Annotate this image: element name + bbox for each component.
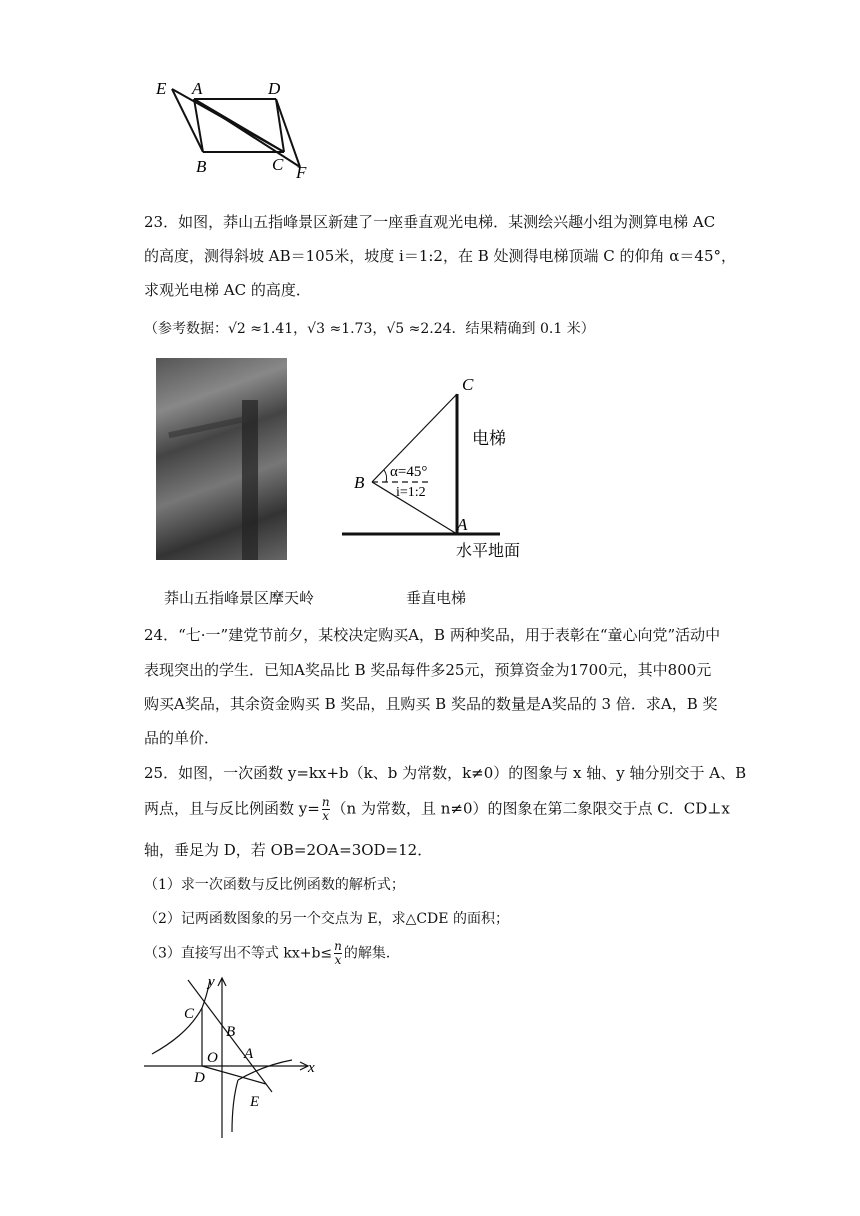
q25-part3-post: 的解集． xyxy=(343,945,400,962)
label-E: E xyxy=(250,1094,260,1110)
q25-line3: 轴，垂足为 D，若 OB=2OA=3OD=12． xyxy=(144,841,433,859)
q25-line2-pre: 两点，且与反比例函数 y= xyxy=(144,799,320,818)
figure-function-graph xyxy=(140,972,330,1142)
q25-line1: 25．如图，一次函数 y=kx+b（k、b 为常数，k≠0）的图象与 x 轴、y 轴分别交于 A、B xyxy=(144,764,747,782)
caption-photo: 莽山五指峰景区摩天岭 xyxy=(164,589,315,607)
label-x: x xyxy=(308,1060,315,1076)
label-A: A xyxy=(457,515,468,534)
label-C: C xyxy=(462,375,474,394)
q23-line1: 23．如图，莽山五指峰景区新建了一座垂直观光电梯．某测绘兴趣小组为测算电梯 AC xyxy=(144,213,716,231)
label-B: B xyxy=(196,157,207,176)
q23-line3: 求观光电梯 AC 的高度． xyxy=(144,281,311,299)
label-B: B xyxy=(354,473,365,492)
label-A: A xyxy=(244,1046,254,1062)
label-y: y xyxy=(208,974,215,990)
q23-line2: 的高度，测得斜坡 AB＝105米，坡度 i＝1:2，在 B 处测得电梯顶端 C 的仰角 α＝45°， xyxy=(144,247,737,265)
q25-part3 xyxy=(144,940,400,967)
label-A: A xyxy=(192,79,203,98)
caption-diagram: 垂直电梯 xyxy=(406,589,467,607)
figure-parallelogram xyxy=(150,72,320,182)
label-ground: 水平地面 xyxy=(456,541,521,560)
label-elevator: 电梯 xyxy=(472,429,506,449)
label-D: D xyxy=(194,1070,205,1086)
fraction-n-over-x: $\frac{n}{x}$ xyxy=(334,939,342,967)
label-O: O xyxy=(207,1050,218,1066)
label-B: B xyxy=(226,1024,236,1040)
photo-mangshan-elevator xyxy=(156,358,287,560)
q24-line2: 表现突出的学生．已知A奖品比 B 奖品每件多25元，预算资金为1700元，其中800元 xyxy=(144,661,712,679)
fraction-n-over-x: $\frac{n}{x}$ xyxy=(321,795,330,823)
q24-line1: 24．“七·一”建党节前夕，某校决定购买A，B 两种奖品，用于表彰在“童心向党”活动中 xyxy=(144,626,721,644)
label-slope: i=1:2 xyxy=(396,485,426,500)
q25-part1: （1）求一次函数与反比例函数的解析式； xyxy=(144,877,405,893)
figure-elevator-diagram xyxy=(340,370,540,560)
label-D: D xyxy=(268,79,281,98)
q23-reference-data: （参考数据：√2 ≈1.41，√3 ≈1.73，√5 ≈2.24．结果精确到 0.1 米） xyxy=(144,321,595,337)
q25-line2 xyxy=(144,796,730,823)
label-E: E xyxy=(156,79,167,98)
q25-part2: （2）记两函数图象的另一个交点为 E，求△CDE 的面积； xyxy=(144,911,509,927)
label-alpha: α=45° xyxy=(390,464,428,480)
q24-line4: 品的单价． xyxy=(144,729,220,747)
q25-part3-pre: （3）直接写出不等式 kx+b≤ xyxy=(144,945,333,962)
label-C: C xyxy=(184,1006,195,1022)
q24-line3: 购买A奖品，其余资金购买 B 奖品，且购买 B 奖品的数量是A奖品的 3 倍．求A，B 奖 xyxy=(144,695,718,713)
q25-line2-post: （n 为常数，且 n≠0）的图象在第二象限交于点 C．CD⊥x xyxy=(331,799,730,818)
label-F: F xyxy=(296,163,307,182)
label-C: C xyxy=(272,155,284,174)
